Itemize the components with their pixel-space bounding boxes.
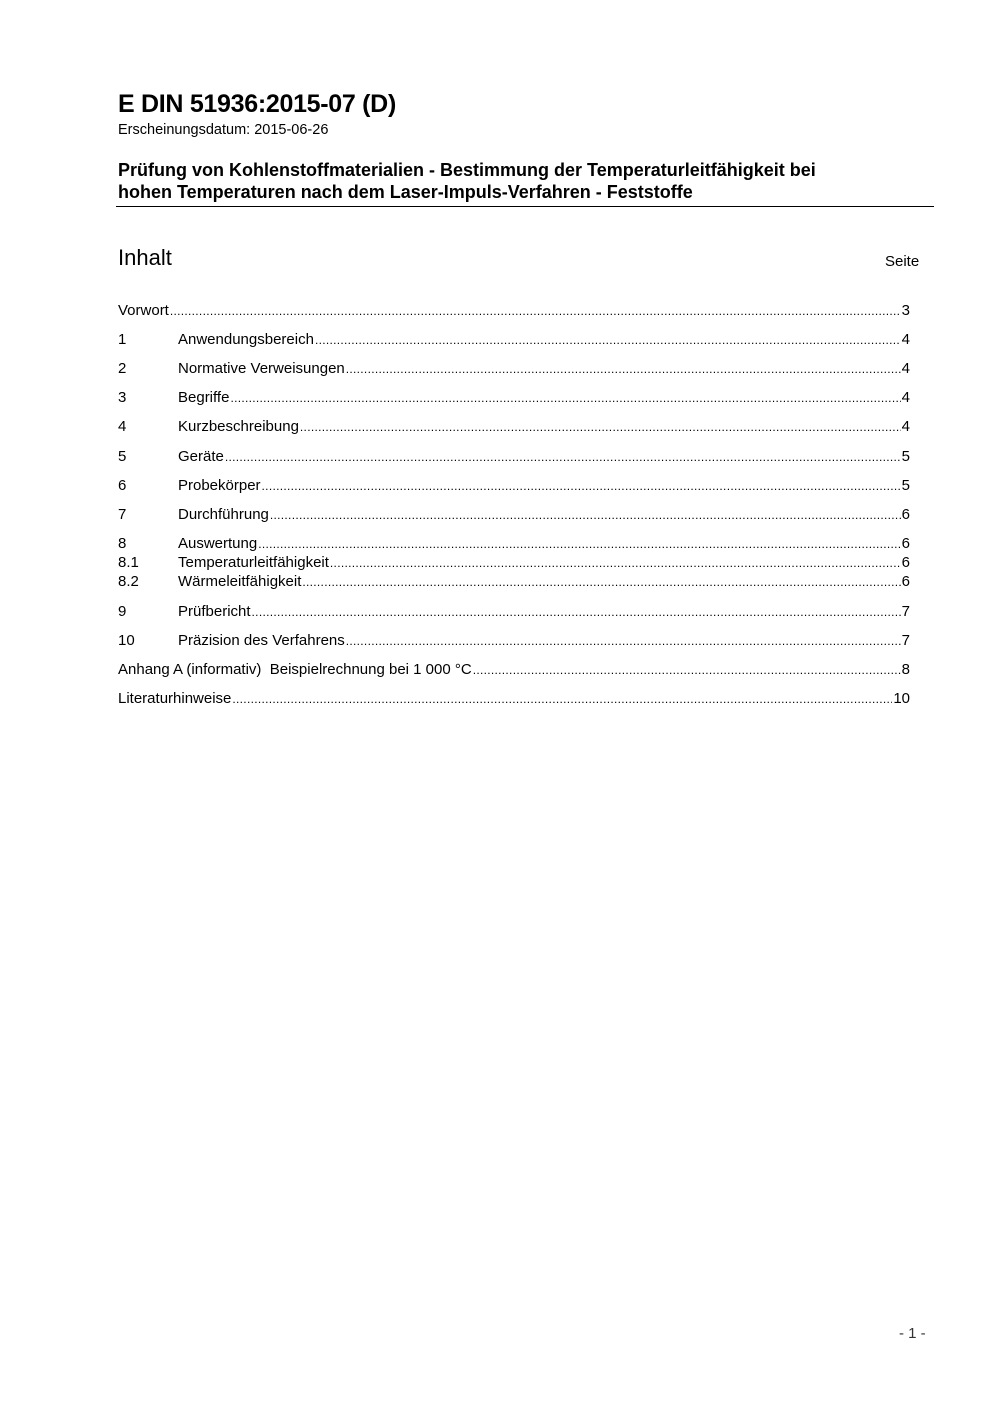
toc-entry-label: Durchführung bbox=[178, 506, 269, 523]
toc-leader bbox=[270, 506, 901, 525]
toc-entry-label: Begriffe bbox=[178, 389, 230, 406]
title-divider bbox=[116, 206, 934, 207]
publication-date: Erscheinungsdatum: 2015-06-26 bbox=[118, 122, 329, 138]
toc-entry-page: 6 bbox=[901, 506, 910, 523]
toc-entry-number: 2 bbox=[118, 360, 127, 377]
toc-entry-number: 5 bbox=[118, 448, 127, 465]
toc-entry-page: 6 bbox=[901, 535, 910, 552]
toc-entry[interactable] bbox=[118, 553, 910, 572]
toc-entry[interactable] bbox=[118, 359, 910, 378]
toc-entry-number: 8.1 bbox=[118, 554, 139, 571]
toc-entry[interactable] bbox=[118, 417, 910, 436]
toc-entry-label: Anwendungsbereich bbox=[178, 331, 314, 348]
document-id: E DIN 51936:2015-07 (D) bbox=[118, 90, 396, 118]
toc-entry-label: Anhang A (informativ) Beispielrechnung bei 1 000 °C bbox=[118, 661, 472, 678]
toc-heading: Inhalt bbox=[118, 245, 172, 270]
toc-leader bbox=[232, 690, 892, 709]
toc-leader bbox=[225, 448, 901, 467]
toc-entry-label: Vorwort bbox=[118, 302, 169, 319]
toc-entry-number: 1 bbox=[118, 331, 127, 348]
toc-entry-number: 8 bbox=[118, 535, 127, 552]
toc-leader bbox=[300, 418, 901, 437]
toc-entry-page: 7 bbox=[901, 632, 910, 649]
toc-entry-page: 6 bbox=[901, 554, 910, 571]
toc-leader bbox=[258, 535, 900, 554]
toc-entry-label: Wärmeleitfähigkeit bbox=[178, 573, 302, 590]
toc-entry[interactable] bbox=[118, 505, 910, 524]
toc-entry[interactable] bbox=[118, 631, 910, 650]
toc-entry-page: 5 bbox=[901, 477, 910, 494]
toc-leader bbox=[330, 554, 901, 573]
toc-entry[interactable] bbox=[118, 602, 910, 621]
toc-entry-label: Kurzbeschreibung bbox=[178, 418, 299, 435]
toc-entry-number: 10 bbox=[118, 632, 135, 649]
toc-entry-number: 3 bbox=[118, 389, 127, 406]
toc-entry-page: 3 bbox=[901, 302, 910, 319]
toc-entry[interactable] bbox=[118, 660, 910, 679]
toc-entry-number: 6 bbox=[118, 477, 127, 494]
toc-entry-page: 4 bbox=[901, 418, 910, 435]
toc-entry-number: 4 bbox=[118, 418, 127, 435]
toc-leader bbox=[230, 389, 900, 408]
toc-entry-page: 5 bbox=[901, 448, 910, 465]
toc-entry-page: 8 bbox=[901, 661, 910, 678]
page-column-label: Seite bbox=[885, 253, 920, 270]
toc-entry-label: Prüfbericht bbox=[178, 603, 251, 620]
toc-leader bbox=[346, 632, 901, 651]
toc-entry[interactable] bbox=[118, 476, 910, 495]
toc-entry-page: 4 bbox=[901, 360, 910, 377]
toc-entry-number: 8.2 bbox=[118, 573, 139, 590]
toc-leader bbox=[346, 360, 901, 379]
toc-leader bbox=[262, 477, 901, 496]
toc-entry[interactable] bbox=[118, 689, 910, 708]
toc-entry-number: 7 bbox=[118, 506, 127, 523]
toc-entry[interactable] bbox=[118, 572, 910, 591]
toc-entry-number: 9 bbox=[118, 603, 127, 620]
toc-entry-page: 7 bbox=[901, 603, 910, 620]
toc-leader bbox=[170, 302, 901, 321]
toc-entry-page: 10 bbox=[893, 690, 910, 707]
toc-entry[interactable] bbox=[118, 447, 910, 466]
toc-entry-label: Normative Verweisungen bbox=[178, 360, 345, 377]
toc-entry-label: Auswertung bbox=[178, 535, 258, 552]
toc-leader bbox=[315, 331, 901, 350]
toc-entry[interactable] bbox=[118, 301, 910, 320]
toc-leader bbox=[302, 573, 900, 592]
toc-leader bbox=[473, 661, 901, 680]
toc-entry-label: Geräte bbox=[178, 448, 224, 465]
toc-entry-label: Präzision des Verfahrens bbox=[178, 632, 345, 649]
toc-entry-label: Temperaturleitfähigkeit bbox=[178, 554, 329, 571]
toc-entry-page: 4 bbox=[901, 389, 910, 406]
toc-entry-label: Literaturhinweise bbox=[118, 690, 232, 707]
toc-leader bbox=[252, 603, 901, 622]
toc-entry-page: 4 bbox=[901, 331, 910, 348]
toc-entry[interactable] bbox=[118, 330, 910, 349]
toc-entry-page: 6 bbox=[901, 573, 910, 590]
toc-entry-label: Probekörper bbox=[178, 477, 261, 494]
title-line-2: hohen Temperaturen nach dem Laser-Impuls-Verfahren - Feststoffe bbox=[118, 182, 693, 202]
title-line-1: Prüfung von Kohlenstoffmaterialien - Bestimmung der Temperaturleitfähigkeit bei bbox=[118, 160, 816, 180]
toc-entry[interactable] bbox=[118, 534, 910, 553]
page-number: - 1 - bbox=[899, 1325, 926, 1342]
toc-entry[interactable] bbox=[118, 388, 910, 407]
document-title bbox=[118, 159, 918, 203]
